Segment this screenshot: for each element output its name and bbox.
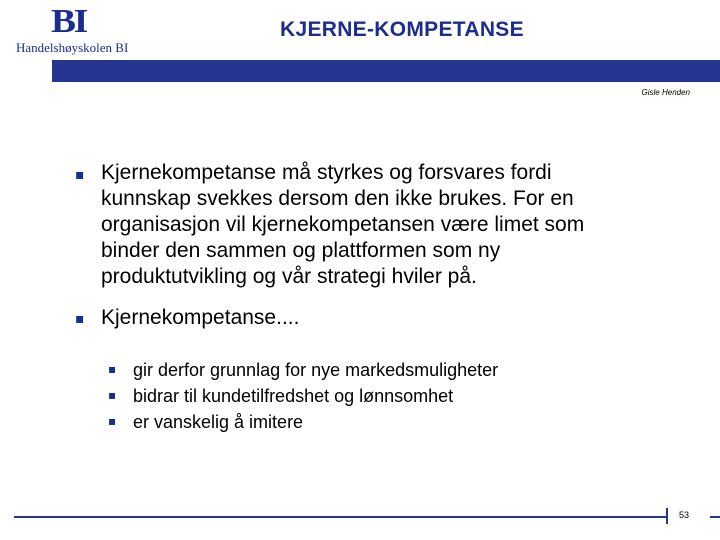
bi-logo [14,5,144,57]
footer-line [0,516,720,518]
bullet-icon: ▪ [108,362,117,376]
bullet-heading: Kjernekompetanse.... [101,306,300,329]
list-item-text: gir derfor grunnlag for nye markedsmuligheter [133,360,499,380]
footer-line-gap [0,513,14,521]
list-item-text: bidrar til kundetilfredshet og lønnsomhet [133,386,454,406]
page-number: 53 [679,510,690,520]
sub-bullet-list [108,357,498,435]
slide-title: KJERNE-KOMPETANSE [280,18,524,41]
bi-logo-mark: BI [51,3,87,40]
bullet-paragraph: Kjernekompetanse må styrkes og forsvares fordi kunnskap svekkes dersom den ikke brukes. For en organisasjon vil kjernekompetansen være limet som binder den sammen og plattformen som ny produktutvikling og vår strategi hviler på. [101,161,585,288]
list-item-text: er vanskelig å imitere [133,412,304,432]
list-item [108,357,498,383]
author-label: Gisle Henden [641,88,690,97]
bi-logo-text: Handelshøyskolen BI [16,40,129,55]
header-bar-accent [0,60,52,82]
header-bar [0,60,720,82]
bullet-icon: ▪ [75,311,85,327]
bullet-icon: ▪ [75,167,85,183]
list-item [108,409,498,435]
bullet-icon: ▪ [108,414,117,428]
list-item [108,383,498,409]
bullet-icon: ▪ [108,388,117,402]
